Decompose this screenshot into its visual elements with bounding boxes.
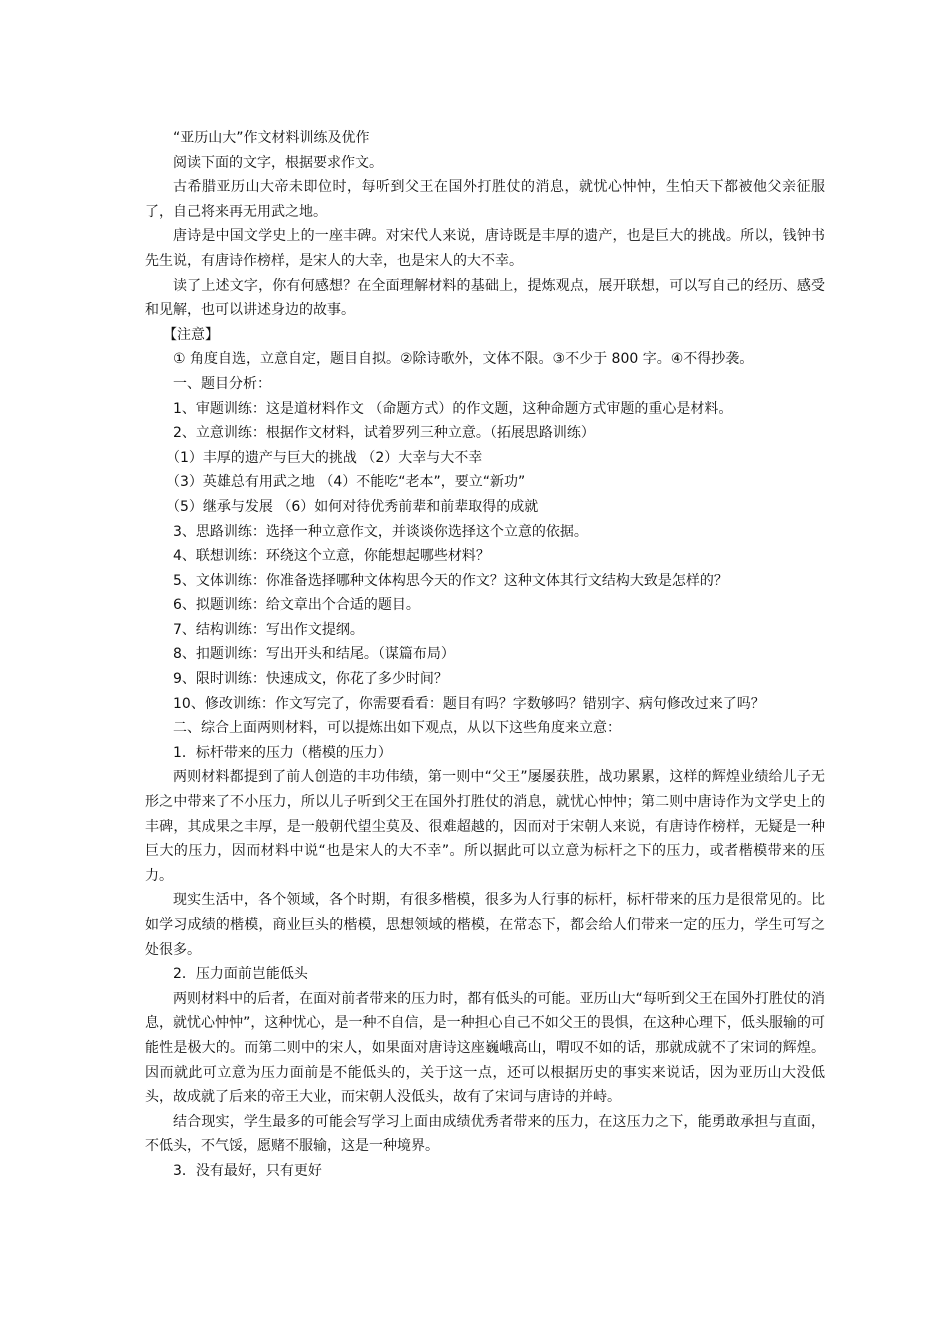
material-paragraph-2: 唐诗是中国文学史上的一座丰碑。对宋代人来说，唐诗既是丰厚的遗产，也是巨大的挑战。所以，钱钟书先生说，有唐诗作榜样，是宋人的大幸，也是宋人的大不幸。: [145, 228, 825, 269]
idea-line: （3）英雄总有用武之地 （4）不能吃“老本”，要立“新功”: [166, 474, 526, 491]
list-item: 2、立意训练：根据作文材料，试着罗列三种立意。（拓展思路训练）: [173, 425, 595, 442]
notice-header: 【注意】: [163, 326, 219, 343]
instruction-text: 阅读下面的文字，根据要求作文。: [173, 154, 383, 171]
list-item: 5、文体训练：你准备选择哪种文体构思今天的作文？这种文体其行文结构大致是怎样的？: [173, 572, 728, 589]
list-item: 3、思路训练：选择一种立意作文，并谈谈你选择这个立意的依据。: [173, 523, 588, 540]
material-paragraph-1: 古希腊亚历山大帝未即位时，每听到父王在国外打胜仗的消息，就忧心忡忡，生怕天下都被他父亲征服了，自己将来再无用武之地。: [145, 179, 825, 220]
list-item: 1、审题训练：这是道材料作文 （命题方式）的作文题，这种命题方式审题的重心是材料。: [173, 400, 733, 417]
point-2-paragraph-2: 结合现实，学生最多的可能会写学习上面由成绩优秀者带来的压力，在这压力之下，能勇敢承担与直面，不低头，不气馁，愿赌不服输，这是一种境界。: [145, 1113, 825, 1155]
document-title: “亚历山大”作文材料训练及优作: [173, 130, 370, 146]
idea-line: （5）继承与发展 （6）如何对待优秀前辈和前辈取得的成就: [166, 498, 539, 515]
idea-line: （1）丰厚的遗产与巨大的挑战 （2）大幸与大不幸: [166, 449, 483, 466]
list-item: 10、修改训练：作文写完了，你需要看看：题目有吗？字数够吗？错别字、病句修改过来了吗？: [173, 695, 765, 712]
point-2-paragraph-1: 两则材料中的后者，在面对前者带来的压力时，都有低头的可能。亚历山大“每听到父王在国外打胜仗的消息，就忧心忡忡”，这种忧心，是一种不自信，是一种担心自己不如父王的畏惧，在这种心理下，低头服输的可能性是极大的。而第二则中的宋人，如果面对唐诗这座巍峨高山，喟叹不如的话，那就成就不了宋词的辉煌。因而就此可立意为压力面前是不能低头的，关于这一点，还可以根据历史的事实来说话，因为亚历山大没低头，故成就了后来的帝王大业，而宋朝人没低头，故有了宋词与唐诗的并峙。: [145, 990, 825, 1106]
point-1-paragraph-2: 现实生活中，各个领域，各个时期，有很多楷模，很多为人行事的标杆，标杆带来的压力是很常见的。比如学习成绩的楷模，商业巨头的楷模，思想领域的楷模，在常态下，都会给人们带来一定的压力，学生可写之处很多。: [145, 892, 825, 958]
notice-body: ① 角度自选，立意自定，题目自拟。②除诗歌外，文体不限。③不少于 800 字。④不得抄袭。: [173, 351, 754, 368]
list-item: 7、结构训练：写出作文提纲。: [173, 621, 364, 638]
point-3-title: 3．没有最好，只有更好: [173, 1162, 322, 1179]
section-heading-2: 二、综合上面两则材料，可以提炼出如下观点，从以下这些角度来立意：: [173, 720, 621, 737]
point-2-title: 2．压力面前岂能低头: [173, 966, 308, 983]
list-item: 9、限时训练：快速成文，你花了多少时间？: [173, 671, 448, 688]
point-1-title: 1．标杆带来的压力（楷模的压力）: [173, 744, 392, 761]
point-1-paragraph-1: 两则材料都提到了前人创造的丰功伟绩，第一则中“父王”屡屡获胜，战功累累，这样的辉煌业绩给儿子无形之中带来了不小压力，所以儿子听到父王在国外打胜仗的消息，就忧心忡忡；第二则中唐诗作为文学史上的丰碑，其成果之丰厚，是一般朝代望尘莫及、很难超越的，因而对于宋朝人来说，有唐诗作榜样，无疑是一种巨大的压力，因而材料中说“也是宋人的大不幸”。所以据此可以立意为标杆之下的压力，或者楷模带来的压力。: [145, 769, 825, 884]
list-item: 4、联想训练：环绕这个立意，你能想起哪些材料？: [173, 548, 490, 565]
document-body: [145, 126, 825, 1184]
section-heading-1: 一、题目分析：: [173, 375, 271, 392]
list-item: 6、拟题训练：给文章出个合适的题目。: [173, 597, 420, 614]
list-item: 8、扣题训练：写出开头和结尾。（谋篇布局）: [173, 646, 455, 663]
prompt-paragraph: 读了上述文字，你有何感想？在全面理解材料的基础上，提炼观点，展开联想，可以写自己的经历、感受和见解，也可以讲述身边的故事。: [145, 277, 825, 319]
